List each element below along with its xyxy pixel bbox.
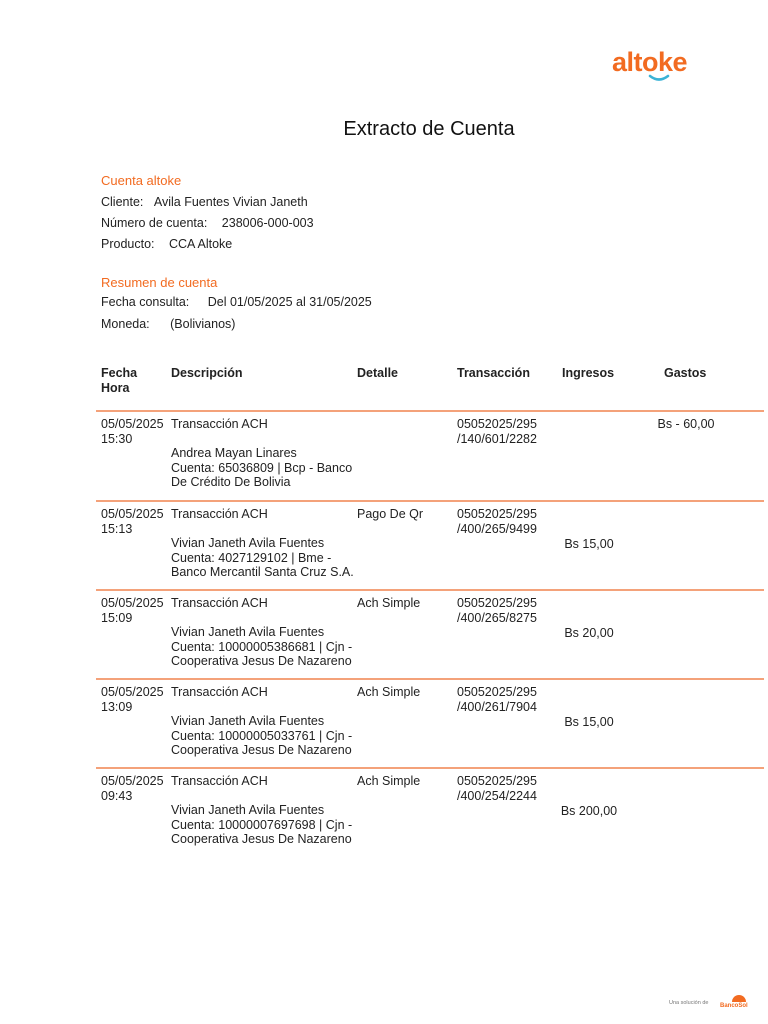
row-desc-title: Transacción ACH xyxy=(171,507,268,521)
bancosol-logo xyxy=(720,990,756,1014)
account-section-title: Cuenta altoke xyxy=(101,173,182,188)
product-info xyxy=(101,237,232,251)
row-desc-title: Transacción ACH xyxy=(171,685,268,699)
row-date: 05/05/2025 xyxy=(101,685,164,699)
header-transaccion: Transacción xyxy=(457,366,530,380)
row-ingresos: Bs 15,00 xyxy=(564,715,614,729)
row-divider xyxy=(96,410,764,412)
row-desc-account: Cuenta: 4027129102 | Bme - xyxy=(171,550,332,565)
row-desc-bank: De Crédito De Bolivia xyxy=(171,475,291,489)
altoke-logo xyxy=(612,46,702,86)
logo-wordmark: altoke xyxy=(612,47,688,77)
header-descripcion: Descripción xyxy=(171,366,243,380)
row-desc-name: Vivian Janeth Avila Fuentes xyxy=(171,714,325,728)
header-detalle: Detalle xyxy=(357,366,398,380)
currency-value: (Bolivianos) xyxy=(170,317,236,331)
currency-info xyxy=(101,317,235,331)
row-desc-name: Vivian Janeth Avila Fuentes xyxy=(171,803,325,817)
date-range-value: Del 01/05/2025 al 31/05/2025 xyxy=(207,295,372,309)
bancosol-sun-icon xyxy=(720,990,756,1014)
row-desc-title: Transacción ACH xyxy=(171,774,268,788)
row-desc-account: Cuenta: 65036809 | Bcp - Banco xyxy=(171,460,353,475)
row-detail: Ach Simple xyxy=(357,774,421,788)
row-transaction-id: 05052025/295 xyxy=(457,507,537,521)
row-detail: Ach Simple xyxy=(357,685,421,699)
row-transaction-id-cont: /400/265/9499 xyxy=(457,522,537,536)
row-transaction-id: 05052025/295 xyxy=(457,774,537,788)
row-desc-title: Transacción ACH xyxy=(171,417,268,431)
row-date: 05/05/2025 xyxy=(101,417,164,431)
row-desc-bank: Cooperativa Jesus De Nazareno xyxy=(171,743,352,757)
row-transaction-id-cont: /400/254/2244 xyxy=(457,789,537,803)
row-ingresos: Bs 20,00 xyxy=(564,626,614,640)
date-range-label: Fecha consulta: xyxy=(101,295,190,309)
row-date: 05/05/2025 xyxy=(101,596,164,610)
header-fecha-hora xyxy=(101,366,137,396)
date-range-info xyxy=(101,295,372,309)
row-desc-account: Cuenta: 10000005033761 | Cjn - xyxy=(171,728,353,743)
header-ingresos: Ingresos xyxy=(562,366,615,380)
row-ingresos: Bs 200,00 xyxy=(560,804,618,818)
product-value: CCA Altoke xyxy=(169,237,233,251)
summary-section-title: Resumen de cuenta xyxy=(101,275,218,290)
account-number-info xyxy=(101,216,314,230)
client-value: Avila Fuentes Vivian Janeth xyxy=(153,195,308,209)
page-title: Extracto de Cuenta xyxy=(343,118,515,140)
client-info xyxy=(101,195,308,209)
product-label: Producto: xyxy=(101,237,155,251)
row-desc-bank: Cooperativa Jesus De Nazareno xyxy=(171,832,352,846)
row-desc-name: Vivian Janeth Avila Fuentes xyxy=(171,625,325,639)
row-transaction-id-cont: /400/261/7904 xyxy=(457,700,537,714)
row-date: 05/05/2025 xyxy=(101,507,164,521)
row-desc-bank: Banco Mercantil Santa Cruz S.A. xyxy=(171,565,354,579)
header-hora: Hora xyxy=(101,381,130,395)
row-desc-bank: Cooperativa Jesus De Nazareno xyxy=(171,654,352,668)
row-time: 13:09 xyxy=(101,700,133,714)
row-detail: Pago De Qr xyxy=(357,507,424,521)
account-number-value: 238006-000-003 xyxy=(221,216,314,230)
row-time: 15:13 xyxy=(101,522,133,536)
row-divider xyxy=(96,500,764,502)
bancosol-wordmark: BancoSol xyxy=(720,1003,748,1009)
row-desc-title: Transacción ACH xyxy=(171,596,268,610)
row-divider xyxy=(96,589,764,591)
row-transaction-id-cont: /400/265/8275 xyxy=(457,611,537,625)
row-divider xyxy=(96,767,764,769)
row-desc-account: Cuenta: 10000007697698 | Cjn - xyxy=(171,817,353,832)
client-label: Cliente: xyxy=(101,195,144,209)
header-fecha: Fecha xyxy=(101,366,138,380)
row-desc-name: Vivian Janeth Avila Fuentes xyxy=(171,536,325,550)
account-number-label: Número de cuenta: xyxy=(101,216,208,230)
row-ingresos: Bs 15,00 xyxy=(564,537,614,551)
row-desc-name: Andrea Mayan Linares xyxy=(171,446,297,460)
row-divider xyxy=(96,678,764,680)
row-transaction-id: 05052025/295 xyxy=(457,417,537,431)
row-desc-account: Cuenta: 10000005386681 | Cjn - xyxy=(171,639,353,654)
row-detail: Ach Simple xyxy=(357,596,421,610)
row-time: 15:30 xyxy=(101,432,133,446)
logo-smile-icon xyxy=(648,74,670,82)
header-gastos: Gastos xyxy=(664,366,707,380)
row-time: 15:09 xyxy=(101,611,133,625)
currency-label: Moneda: xyxy=(101,317,150,331)
row-transaction-id: 05052025/295 xyxy=(457,596,537,610)
row-transaction-id: 05052025/295 xyxy=(457,685,537,699)
row-date: 05/05/2025 xyxy=(101,774,164,788)
row-transaction-id-cont: /140/601/2282 xyxy=(457,432,537,446)
row-time: 09:43 xyxy=(101,789,133,803)
row-gastos: Bs - 60,00 xyxy=(657,417,715,431)
footer-note: Una solución de xyxy=(669,1000,709,1006)
